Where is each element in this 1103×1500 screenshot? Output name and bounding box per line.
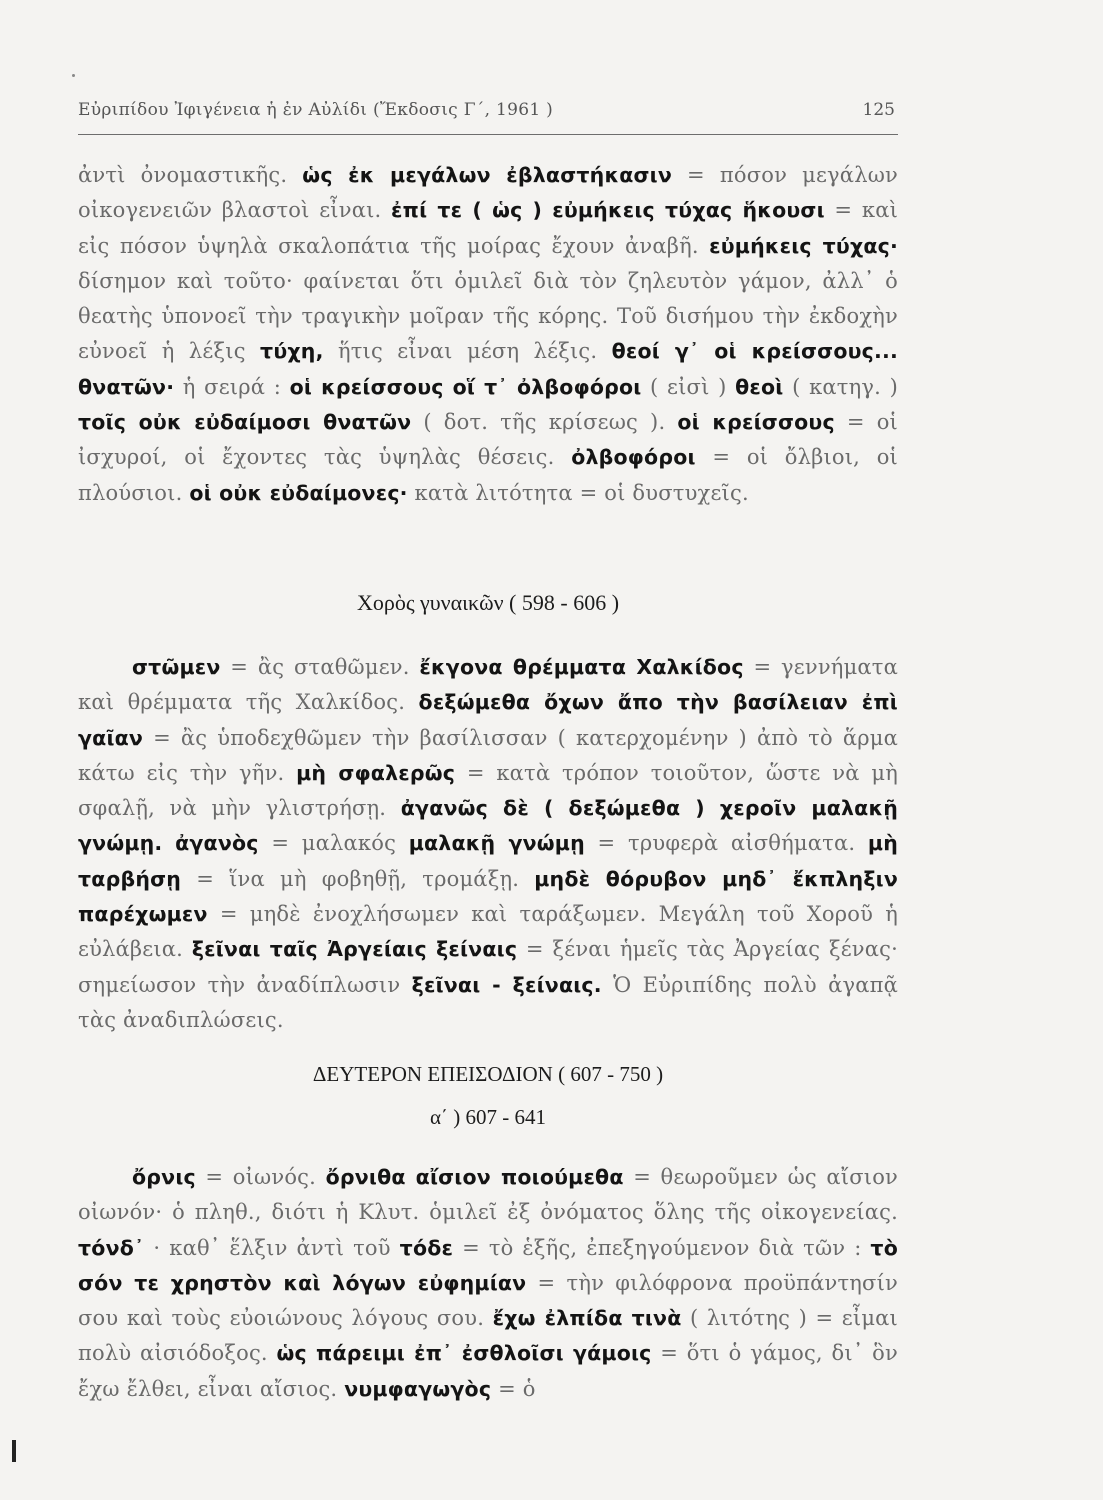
gloss-text: = κατὰ τρόπον τοιοῦτον, ὥστε νὰ μὴ σφαλῇ, νὰ μὴν γλιστρήσῃ.	[78, 760, 899, 821]
lemma-term: ἔκγονα θρέμματα Χαλκίδος	[419, 655, 744, 679]
lemma-term: οἱ κρείσσους οἵ τ᾽ ὀλβοφόροι	[289, 374, 642, 399]
lemma-term: ξεῖναι - ξείναις.	[411, 972, 602, 997]
commentary-paragraph-3	[78, 1160, 898, 1407]
lemma-term: θεοὶ	[735, 374, 784, 399]
gloss-text: = καὶ εἰς πόσον ὑψηλὰ σκαλοπάτια τῆς μοίρας ἔχουν ἀναβῆ.	[78, 198, 899, 258]
lemma-term: οἱ κρείσσους	[677, 410, 835, 435]
lemma-term: τόδε	[399, 1235, 454, 1260]
gloss-text: κατὰ λιτότητα = οἱ δυστυχεῖς.	[407, 480, 749, 505]
gloss-text: = οἱ ὄλβιοι, οἱ πλούσιοι.	[78, 445, 898, 505]
section-heading-chorus: Χορὸς γυναικῶν ( 598 - 606 )	[356, 590, 620, 615]
lemma-term: ὀλβοφόροι	[571, 445, 696, 470]
gloss-text: = μαλακός	[258, 831, 409, 856]
lemma-term: οἱ οὐκ εὐδαίμονες·	[189, 480, 408, 505]
gloss-text: ( κατηγ. )	[783, 374, 898, 399]
lemma-term: ἐπί τε ( ὡς ) εὐμήκεις τύχας ἥκουσι	[391, 198, 825, 223]
page-number: 125	[862, 100, 895, 120]
lemma-term: νυμφαγωγὸς	[344, 1376, 492, 1401]
gloss-text: δίσημον καὶ τοῦτο· φαίνεται ὅτι ὁμιλεῖ διὰ τὸν ζηλευτὸν γάμον, ἀλλ᾽ ὁ θεατὴς ὑπονοεῖ τὴν τραγικὴν μοῖραν τῆς κόρης. Τοῦ δισήμου τὴν ἐκδοχὴν εὐνοεῖ ἡ λέξις	[78, 268, 898, 364]
gloss-text: = τὸ ἑξῆς, ἐπεξηγούμενον διὰ τῶν :	[453, 1235, 871, 1260]
gloss-text: · καθ᾽ ἕλξιν ἀντὶ τοῦ	[144, 1235, 400, 1260]
gloss-text: = πόσον μεγάλων οἰκογενειῶν βλαστοὶ εἶναι.	[78, 163, 898, 223]
gloss-text: = τρυφερὰ αἰσθήματα.	[584, 831, 868, 856]
gloss-text: = ἂς σταθῶμεν.	[220, 655, 420, 679]
gloss-text: = ὅτι ὁ γάμος, δι᾽ ὃν ἔχω ἔλθει, εἶναι αἴσιος.	[78, 1341, 898, 1401]
lemma-term: τύχη,	[260, 339, 324, 364]
gloss-text: ἡ σειρά :	[174, 374, 290, 399]
gloss-text: = τὴν φιλόφρονα προϋπάντησίν σου καὶ τοὺς εὐοιώνους λόγους σου.	[78, 1270, 898, 1331]
header-rule	[78, 134, 898, 135]
lemma-term: μὴ ταρβήσῃ	[78, 831, 898, 891]
lemma-term: ὡς ἐκ μεγάλων ἐβλαστήκασιν	[302, 163, 673, 187]
lemma-term: μὴ σφαλερῶς	[296, 760, 456, 785]
lemma-term: ἔχω ἐλπίδα τινὰ	[492, 1306, 682, 1331]
gloss-text: = ξέναι ἡμεῖς τὰς Ἀργείας ξένας· σημείωσον τὴν ἀναδίπλωσιν	[78, 937, 898, 997]
running-title: Εὐριπίδου Ἰφιγένεια ἡ ἐν Αὐλίδι (Ἔκδοσις Γ΄, 1961 )	[78, 100, 554, 120]
gloss-text: = οἰωνός.	[195, 1165, 326, 1189]
gloss-text: ( λιτότης ) = εἶμαι πολὺ αἰσιόδοξος.	[78, 1306, 898, 1366]
lemma-term: ξεῖναι ταῖς Ἀργείαις ξείναις	[191, 937, 518, 962]
print-speck	[72, 74, 75, 77]
gloss-text: = οἱ ἰσχυροί, οἱ ἔχοντες τὰς ὑψηλὰς θέσεις.	[78, 410, 898, 470]
lemma-term: ἀγανῶς δὲ ( δεξώμεθα ) χεροῖν μαλακῇ γνώμῃ.	[78, 796, 898, 856]
lemma-term: ὄρνιθα αἴσιον ποιούμεθα	[325, 1165, 624, 1189]
gloss-text: ( δοτ. τῆς κρίσεως ).	[411, 410, 678, 435]
lemma-term: μηδὲ θόρυβον μηδ᾽ ἔκπληξιν παρέχωμεν	[78, 866, 898, 927]
gloss-text: = ἂς ὑποδεχθῶμεν τὴν βασίλισσαν ( κατερχομένην ) ἀπὸ τὸ ἅρμα κάτω εἰς τὴν γῆν.	[78, 725, 898, 785]
gloss-text: = γεννήματα καὶ θρέμματα τῆς Χαλκίδος.	[78, 655, 898, 715]
lemma-term: μαλακῇ γνώμῃ	[408, 831, 585, 856]
gloss-text: ( εἰσὶ )	[641, 374, 736, 399]
gloss-text: = μηδὲ ἐνοχλήσωμεν καὶ ταράξωμεν. Μεγάλη τοῦ Χοροῦ ἡ εὐλάβεια.	[78, 902, 898, 962]
lemma-term: εὐμήκεις τύχας·	[709, 233, 898, 258]
lemma-term: τοῖς οὐκ εὐδαίμοσι θνατῶν	[78, 410, 412, 435]
lemma-term: δεξώμεθα ὄχων ἄπο τὴν βασίλειαν ἐπὶ γαῖαν	[78, 690, 898, 750]
gloss-text: = θεωροῦμεν ὡς αἴσιον οἰωνόν· ὁ πληθ., διότι ἡ Κλυτ. ὁμιλεῖ ἐξ ὀνόματος ὅλης τῆς οἰκογενείας.	[78, 1165, 899, 1225]
gloss-text: = ἵνα μὴ φοβηθῇ, τρομάξῃ.	[181, 866, 535, 891]
commentary-paragraph-2	[78, 650, 898, 1038]
section-heading-episode: ΔΕΥΤΕΡΟΝ ΕΠΕΙΣΟΔΙΟΝ ( 607 - 750 )	[312, 1062, 664, 1086]
lemma-term: τὸ σόν τε χρηστὸν καὶ λόγων εὐφημίαν	[78, 1235, 898, 1295]
commentary-paragraph-1	[78, 158, 898, 511]
lemma-term: ὄρνις	[132, 1165, 196, 1189]
subsection-heading: α΄ ) 607 - 641	[430, 1105, 546, 1129]
margin-mark	[12, 1440, 16, 1462]
lemma-term: τόνδ᾽	[78, 1235, 145, 1260]
gloss-text: = ὁ	[491, 1376, 536, 1401]
lemma-term: ὡς πάρειμι ἐπ᾽ ἐσθλοῖσι γάμοις	[276, 1341, 652, 1366]
lemma-term: στῶμεν	[132, 655, 221, 679]
gloss-text	[162, 831, 175, 855]
lemma-term: θεοί γ᾽ οἱ κρείσσους... θνατῶν·	[78, 339, 898, 399]
gloss-text: ἀντὶ ὀνομαστικῆς.	[78, 163, 303, 187]
lemma-term: ἀγανὸς	[175, 831, 259, 856]
gloss-text: ἥτις εἶναι μέση λέξις.	[323, 339, 612, 364]
gloss-text: Ὁ Εὐριπίδης πολὺ ἀγαπᾷ τὰς ἀναδιπλώσεις.	[78, 972, 898, 1032]
